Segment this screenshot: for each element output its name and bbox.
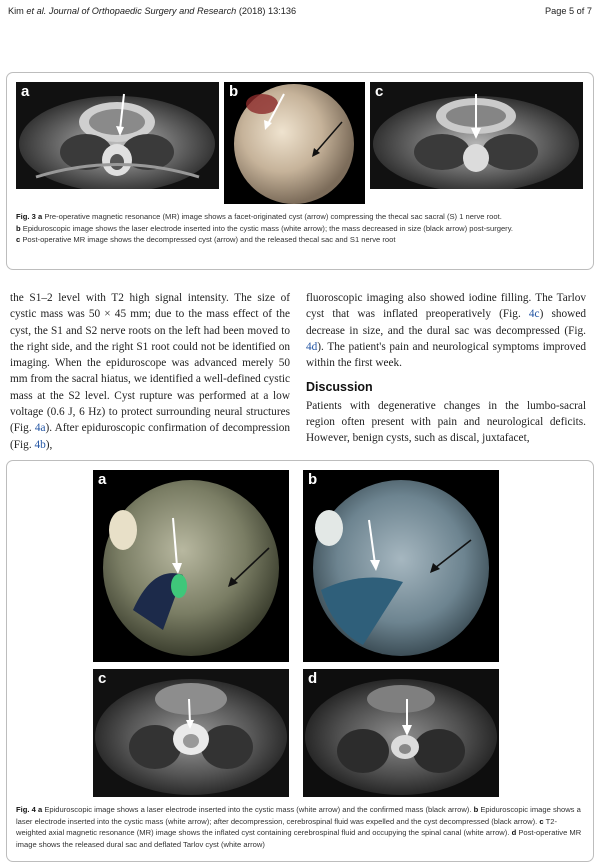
figure-ref-link[interactable]: 4c xyxy=(528,308,540,321)
caption-text-a: Pre-operative magnetic resonance (MR) image shows a facet-originated cyst (arrow) compressing the thecal sac sacral (S) 1 nerve root. xyxy=(44,212,502,221)
fig4-panel-c-mri xyxy=(93,669,289,797)
body-paragraph: Patients with degenerative changes in the lumbo-sacral region often present with pain and neurological deficits. However, benign cysts, such as discal, juxtafacet, xyxy=(306,399,586,445)
fig4-caption xyxy=(16,804,584,850)
caption-panel-label: c xyxy=(16,235,21,245)
figure-ref-link[interactable]: 4a xyxy=(34,422,46,435)
endoscopy-image xyxy=(303,470,499,662)
body-paragraph: the S1–2 level with T2 high signal intensity. The size of cystic mass was 50 × 45 mm; due to the mass effect of the cyst, the S1 and S2 nerve roots on the left had been moved to the right side, and the right S1 root could not be identified on imaging. When the epiduroscope was advanced merely 50 mm from the sacral hiatus, we identified a well-defined cystic mass at the S2 level. Cyst rupture was performed at a low voltage (0.6 J, 6 Hz) to protect surrounding neural structures (Fig. 4a). After epiduroscopic confirmation of decompression (Fig. 4b), xyxy=(10,292,291,451)
mri-image xyxy=(303,669,499,797)
caption-panel-label: c xyxy=(539,816,544,826)
mri-image xyxy=(370,82,583,189)
endoscopy-image xyxy=(93,470,289,662)
year-volume: (2018) 13:136 xyxy=(238,6,297,16)
figure-ref-link[interactable]: 4d xyxy=(306,340,318,353)
fig4-panel-b-endoscopy xyxy=(303,470,499,662)
fig3-caption xyxy=(16,211,586,246)
body-column-right xyxy=(306,290,586,447)
caption-text-b: Epiduroscopic image shows the laser electrode inserted into the cystic mass (white arrow); the mass decreased in size (black arrow) post-surgery. xyxy=(22,223,514,233)
fig3-panel-b-endoscopy xyxy=(224,82,365,204)
body-column-left xyxy=(10,290,290,453)
fig4-panel-d-mri xyxy=(303,669,499,797)
fig3-panel-a-mri xyxy=(16,82,219,189)
fig4-panel-a-endoscopy xyxy=(93,470,289,662)
page-number: Page 5 of 7 xyxy=(545,6,592,16)
caption-panel-label: a xyxy=(37,212,43,221)
mri-image xyxy=(16,82,219,189)
body-paragraph: fluoroscopic imaging also showed iodine filling. The Tarlov cyst that was inflated preoperatively (Fig. 4c) showed decrease in size, and the dural sac was decompressed (Fig. 4d). The patient's pain and neurological symptoms improved within the first week. xyxy=(306,292,586,370)
caption-panel-label: b xyxy=(16,223,21,233)
caption-figure-label: Fig. 3 xyxy=(16,212,36,221)
journal-citation xyxy=(8,6,296,16)
panel-label-a: a xyxy=(98,471,107,488)
caption-text-c: Post-operative MR image shows the decompressed cyst (arrow) and the released thecal sac and S1 nerve root xyxy=(22,235,396,245)
figure-ref-link[interactable]: 4b xyxy=(34,438,46,451)
panel-label-b: b xyxy=(229,83,239,100)
figure-4 xyxy=(6,460,594,862)
endoscopy-image xyxy=(224,82,365,204)
caption-panel-label: a xyxy=(37,805,43,814)
panel-label-c: c xyxy=(375,83,384,100)
caption-text-a: Epiduroscopic image shows a laser electrode inserted into the cystic mass (white arrow) and the confirmed mass (black arrow). xyxy=(44,805,472,814)
panel-label-d: d xyxy=(308,670,318,687)
running-header xyxy=(8,6,592,20)
fig3-panel-c-mri xyxy=(370,82,583,189)
journal-name: et al. Journal of Orthopaedic Surgery and Research xyxy=(23,6,237,16)
figure-3 xyxy=(6,72,594,270)
caption-text-b: Epiduroscopic image shows a laser electrode inserted into the cystic mass (white arrow); after decompression, cerebrospinal fluid was expelled and the cyst decompressed (black arrow). xyxy=(16,805,581,826)
caption-figure-label: Fig. 4 xyxy=(16,805,36,814)
author-name: Kim xyxy=(8,6,24,16)
caption-text-c: T2-weighted axial magnetic resonance (MR) image shows the inflated cyst containing cerebrospinal fluid and occupying the spinal canal (white arrow). xyxy=(16,816,557,838)
caption-panel-label: b xyxy=(473,805,479,814)
mri-image xyxy=(93,669,289,797)
section-heading-discussion: Discussion xyxy=(306,380,373,395)
panel-label-b: b xyxy=(308,471,318,488)
panel-label-c: c xyxy=(98,670,107,687)
caption-text-d: Post-operative MR image shows the released dural sac and deflated Tarlov cyst (white arrow) xyxy=(16,828,582,849)
caption-panel-label: d xyxy=(511,828,517,838)
panel-label-a: a xyxy=(21,83,30,100)
